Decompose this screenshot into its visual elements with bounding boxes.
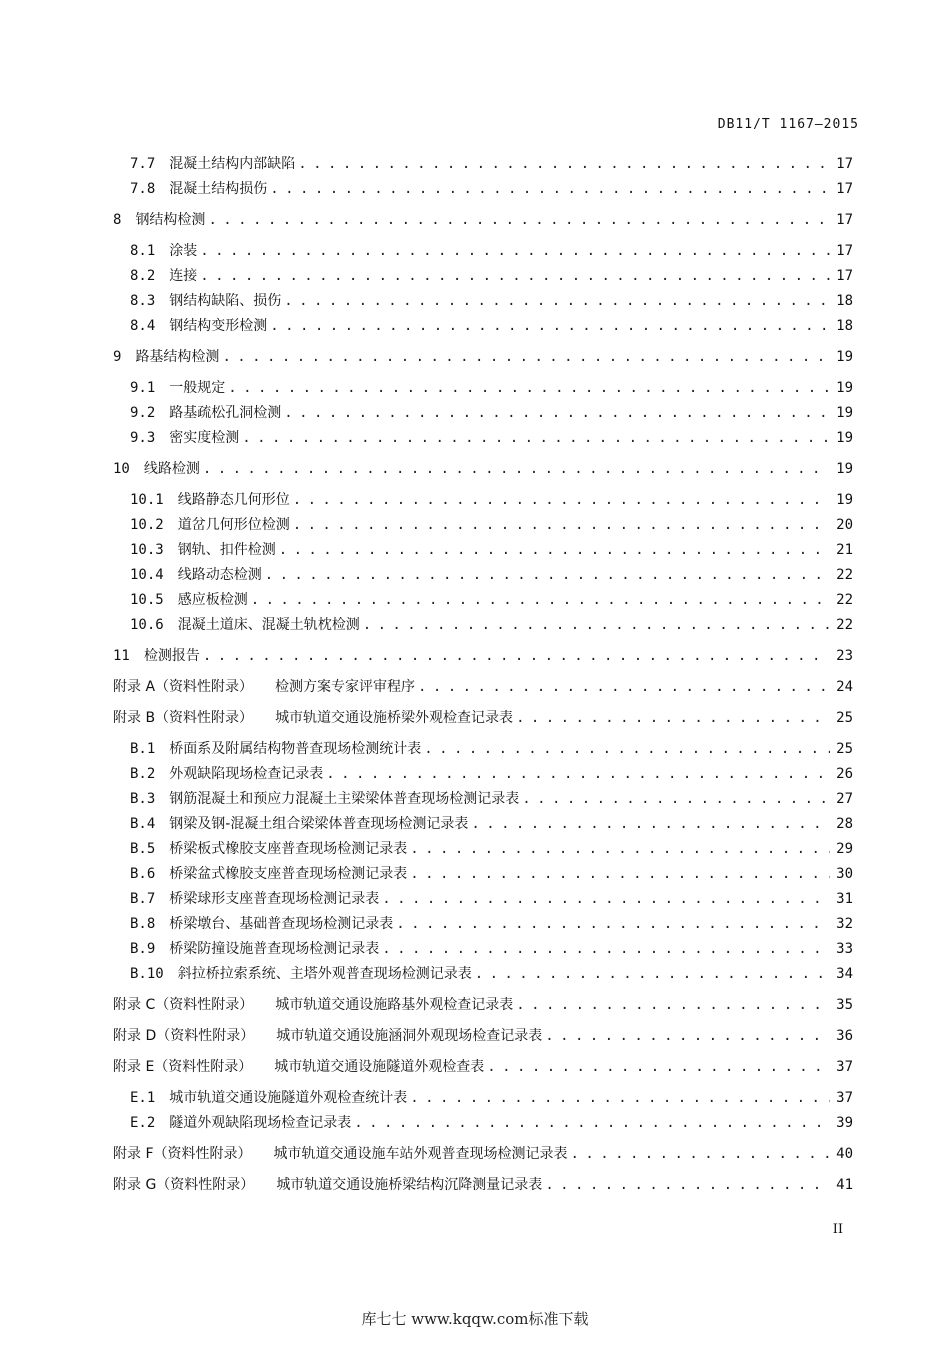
toc-entry-page: 36 [836, 1028, 853, 1044]
toc-entry-page: 31 [836, 891, 853, 907]
toc-entry-title: 桥梁板式橡胶支座普查现场检测记录表 [169, 841, 408, 857]
toc-entry-number: B.7 [130, 891, 156, 907]
toc-leader-dots [424, 741, 830, 757]
toc-entry-title: 一般规定 [169, 380, 226, 396]
toc-entry-title: 外观缺陷现场检查记录表 [169, 766, 324, 782]
toc-leader-dots [487, 1059, 830, 1075]
toc-entry-number: 7.8 [130, 181, 156, 197]
toc-entry[interactable] [113, 813, 853, 838]
toc-entry-number: 8 [113, 212, 122, 228]
toc-entry-page: 37 [836, 1059, 853, 1075]
toc-entry[interactable] [113, 913, 853, 938]
toc-entry-page: 34 [836, 966, 853, 982]
toc-entry-title: 桥梁墩台、基础普查现场检测记录表 [169, 916, 394, 932]
toc-leader-dots [228, 380, 830, 396]
toc-entry[interactable] [113, 614, 853, 639]
toc-entry[interactable] [113, 994, 853, 1019]
toc-entry[interactable] [113, 963, 853, 988]
toc-entry-number: 附录 F（资料性附录） [113, 1146, 252, 1162]
toc-entry-page: 35 [836, 997, 853, 1013]
toc-entry-title: 钢结构变形检测 [169, 318, 268, 334]
toc-entry-page: 22 [836, 592, 853, 608]
toc-entry[interactable] [113, 315, 853, 340]
toc-leader-dots [270, 318, 830, 334]
toc-entry-number: B.3 [130, 791, 156, 807]
toc-entry-page: 41 [836, 1177, 853, 1193]
toc-entry-number: 附录 E（资料性附录） [113, 1059, 253, 1075]
toc-leader-dots [208, 212, 830, 228]
toc-entry[interactable] [113, 564, 853, 589]
toc-entry-number: 9 [113, 349, 122, 365]
toc-entry-page: 29 [836, 841, 853, 857]
toc-entry-title: 密实度检测 [169, 430, 240, 446]
toc-entry-page: 30 [836, 866, 853, 882]
toc-entry-title: 桥面系及附属结构物普查现场检测统计表 [169, 741, 422, 757]
toc-entry[interactable] [113, 1174, 853, 1199]
toc-leader-dots [200, 268, 830, 284]
toc-entry[interactable] [113, 290, 853, 315]
toc-leader-dots [284, 293, 830, 309]
toc-entry-number: 8.4 [130, 318, 156, 334]
toc-entry[interactable] [113, 240, 853, 265]
toc-entry-title: 钢结构检测 [135, 212, 206, 228]
toc-entry-page: 19 [836, 405, 853, 421]
toc-leader-dots [475, 966, 830, 982]
toc-entry-number: E.2 [130, 1115, 156, 1131]
toc-entry[interactable] [113, 1143, 853, 1168]
toc-entry-title: 路基结构检测 [135, 349, 220, 365]
toc-entry-number: B.6 [130, 866, 156, 882]
toc-entry-page: 33 [836, 941, 853, 957]
toc-entry-number: 9.1 [130, 380, 156, 396]
toc-entry-title: 钢轨、扣件检测 [177, 542, 276, 558]
toc-entry-title: 城市轨道交通设施隧道外观检查表 [274, 1059, 485, 1075]
toc-entry-page: 17 [836, 243, 853, 259]
toc-entry-page: 19 [836, 461, 853, 477]
toc-entry-number: E.1 [130, 1090, 156, 1106]
toc-entry[interactable] [113, 1025, 853, 1050]
toc-entry-page: 21 [836, 542, 853, 558]
toc-entry-title: 检测报告 [143, 648, 200, 664]
toc-entry-page: 27 [836, 791, 853, 807]
toc-entry-title: 混凝土结构损伤 [169, 181, 268, 197]
toc-leader-dots [516, 710, 830, 726]
toc-entry-page: 24 [836, 679, 853, 695]
toc-leader-dots [571, 1146, 830, 1162]
toc-entry-title: 感应板检测 [177, 592, 248, 608]
toc-leader-dots [298, 156, 830, 172]
toc-entry-number: 附录 D（资料性附录） [113, 1028, 255, 1044]
toc-leader-dots [326, 766, 830, 782]
toc-entry-number: 附录 C（资料性附录） [113, 997, 254, 1013]
toc-leader-dots [382, 891, 830, 907]
toc-leader-dots [265, 567, 830, 583]
toc-leader-dots [471, 816, 830, 832]
toc-leader-dots [410, 841, 830, 857]
toc-entry[interactable] [113, 1112, 853, 1137]
toc-entry[interactable] [113, 514, 853, 539]
toc-entry-page: 23 [836, 648, 853, 664]
toc-entry[interactable] [113, 645, 853, 670]
toc-entry-title: 城市轨道交通设施桥梁外观检查记录表 [275, 710, 514, 726]
toc-entry-title: 城市轨道交通设施路基外观检查记录表 [275, 997, 514, 1013]
toc-entry[interactable] [113, 209, 853, 234]
toc-entry-number: 附录 B（资料性附录） [113, 710, 254, 726]
toc-entry-page: 19 [836, 349, 853, 365]
toc-entry-number: B.8 [130, 916, 156, 932]
toc-entry-number: B.2 [130, 766, 156, 782]
toc-leader-dots [242, 430, 830, 446]
toc-entry-title: 城市轨道交通设施车站外观普查现场检测记录表 [273, 1146, 568, 1162]
toc-leader-dots [251, 592, 830, 608]
toc-entry-number: B.1 [130, 741, 156, 757]
toc-entry-number: B.9 [130, 941, 156, 957]
toc-entry-page: 20 [836, 517, 853, 533]
toc-entry[interactable] [113, 738, 853, 763]
toc-entry-page: 22 [836, 617, 853, 633]
toc-entry-page: 25 [836, 710, 853, 726]
toc-leader-dots [203, 461, 830, 477]
toc-entry[interactable] [113, 1056, 853, 1081]
toc-entry-page: 17 [836, 268, 853, 284]
toc-leader-dots [293, 517, 830, 533]
toc-entry-number: 7.7 [130, 156, 156, 172]
toc-leader-dots [354, 1115, 830, 1131]
toc-entry-title: 斜拉桥拉索系统、主塔外观普查现场检测记录表 [177, 966, 472, 982]
toc-entry-page: 32 [836, 916, 853, 932]
toc-leader-dots [418, 679, 830, 695]
toc-entry-page: 37 [836, 1090, 853, 1106]
toc-leader-dots [284, 405, 830, 421]
toc-leader-dots [545, 1028, 830, 1044]
toc-entry-title: 城市轨道交通设施隧道外观检查统计表 [169, 1090, 408, 1106]
toc-entry-title: 桥梁球形支座普查现场检测记录表 [169, 891, 380, 907]
toc-leader-dots [222, 349, 830, 365]
toc-entry-title: 城市轨道交通设施桥梁结构沉降测量记录表 [276, 1177, 543, 1193]
toc-entry-number: 8.1 [130, 243, 156, 259]
document-id: DB11/T 1167—2015 [717, 117, 859, 132]
toc-entry-number: 10.1 [130, 492, 164, 508]
toc-entry-page: 26 [836, 766, 853, 782]
toc-leader-dots [293, 492, 830, 508]
toc-entry[interactable] [113, 489, 853, 514]
toc-leader-dots [396, 916, 830, 932]
table-of-contents [113, 153, 853, 1199]
toc-entry-page: 18 [836, 318, 853, 334]
toc-entry-title: 隧道外观缺陷现场检查记录表 [169, 1115, 352, 1131]
toc-entry-page: 17 [836, 156, 853, 172]
toc-entry-number: 附录 G（资料性附录） [113, 1177, 255, 1193]
toc-entry-number: 8.3 [130, 293, 156, 309]
toc-entry-number: 10.4 [130, 567, 164, 583]
toc-entry-page: 25 [836, 741, 853, 757]
toc-entry-title: 涂装 [169, 243, 198, 259]
toc-leader-dots [363, 617, 830, 633]
toc-entry[interactable] [113, 788, 853, 813]
toc-entry-number: B.4 [130, 816, 156, 832]
toc-entry-page: 39 [836, 1115, 853, 1131]
toc-entry[interactable] [113, 377, 853, 402]
toc-entry-title: 城市轨道交通设施涵洞外观现场检查记录表 [276, 1028, 543, 1044]
toc-entry-page: 17 [836, 181, 853, 197]
toc-entry[interactable] [113, 265, 853, 290]
toc-leader-dots [382, 941, 830, 957]
toc-entry[interactable] [113, 427, 853, 452]
toc-entry-title: 线路动态检测 [177, 567, 262, 583]
toc-entry[interactable] [113, 676, 853, 701]
toc-entry-number: 8.2 [130, 268, 156, 284]
toc-entry[interactable] [113, 888, 853, 913]
toc-entry-number: 10 [113, 461, 130, 477]
toc-entry-title: 检测方案专家评审程序 [275, 679, 416, 695]
toc-entry-number: 10.6 [130, 617, 164, 633]
toc-leader-dots [200, 243, 830, 259]
toc-leader-dots [516, 997, 830, 1013]
toc-entry[interactable] [113, 402, 853, 427]
toc-entry-title: 混凝土道床、混凝土轨枕检测 [177, 617, 360, 633]
toc-entry-title: 路基疏松孔洞检测 [169, 405, 282, 421]
toc-entry-page: 19 [836, 492, 853, 508]
toc-entry-title: 混凝土结构内部缺陷 [169, 156, 296, 172]
toc-leader-dots [270, 181, 830, 197]
toc-entry[interactable] [113, 346, 853, 371]
toc-entry-number: 附录 A（资料性附录） [113, 679, 254, 695]
toc-entry-number: 9.3 [130, 430, 156, 446]
toc-entry[interactable] [113, 589, 853, 614]
toc-entry-page: 28 [836, 816, 853, 832]
toc-entry-number: B.5 [130, 841, 156, 857]
toc-leader-dots [279, 542, 830, 558]
page-number: II [832, 1222, 843, 1237]
toc-entry-page: 22 [836, 567, 853, 583]
toc-leader-dots [410, 1090, 830, 1106]
toc-entry-title: 道岔几何形位检测 [177, 517, 290, 533]
toc-entry-title: 钢结构缺陷、损伤 [169, 293, 282, 309]
toc-entry-number: 9.2 [130, 405, 156, 421]
toc-entry-title: 桥梁防撞设施普查现场检测记录表 [169, 941, 380, 957]
toc-entry[interactable] [113, 938, 853, 963]
toc-entry[interactable] [113, 863, 853, 888]
toc-entry-page: 40 [836, 1146, 853, 1162]
toc-entry-title: 线路检测 [143, 461, 200, 477]
toc-entry[interactable] [113, 707, 853, 732]
toc-entry-page: 18 [836, 293, 853, 309]
toc-entry-title: 钢梁及钢-混凝土组合梁梁体普查现场检测记录表 [169, 816, 469, 832]
watermark-footer: 库七七 www.kqqw.com标准下载 [361, 1310, 589, 1328]
toc-entry[interactable] [113, 763, 853, 788]
toc-entry-page: 17 [836, 212, 853, 228]
toc-entry-number: 11 [113, 648, 130, 664]
toc-leader-dots [203, 648, 830, 664]
toc-entry-number: B.10 [130, 966, 164, 982]
toc-entry[interactable] [113, 838, 853, 863]
toc-entry-title: 线路静态几何形位 [177, 492, 290, 508]
toc-entry-number: 10.3 [130, 542, 164, 558]
toc-entry-title: 钢筋混凝土和预应力混凝土主梁梁体普查现场检测记录表 [169, 791, 520, 807]
toc-entry[interactable] [113, 153, 853, 178]
toc-entry-number: 10.2 [130, 517, 164, 533]
toc-entry[interactable] [113, 1087, 853, 1112]
toc-leader-dots [522, 791, 830, 807]
toc-leader-dots [410, 866, 830, 882]
toc-entry-page: 19 [836, 430, 853, 446]
toc-entry[interactable] [113, 539, 853, 564]
toc-entry-number: 10.5 [130, 592, 164, 608]
toc-leader-dots [545, 1177, 830, 1193]
toc-entry[interactable] [113, 178, 853, 203]
toc-entry-title: 桥梁盆式橡胶支座普查现场检测记录表 [169, 866, 408, 882]
toc-entry[interactable] [113, 458, 853, 483]
toc-entry-page: 19 [836, 380, 853, 396]
toc-entry-title: 连接 [169, 268, 198, 284]
